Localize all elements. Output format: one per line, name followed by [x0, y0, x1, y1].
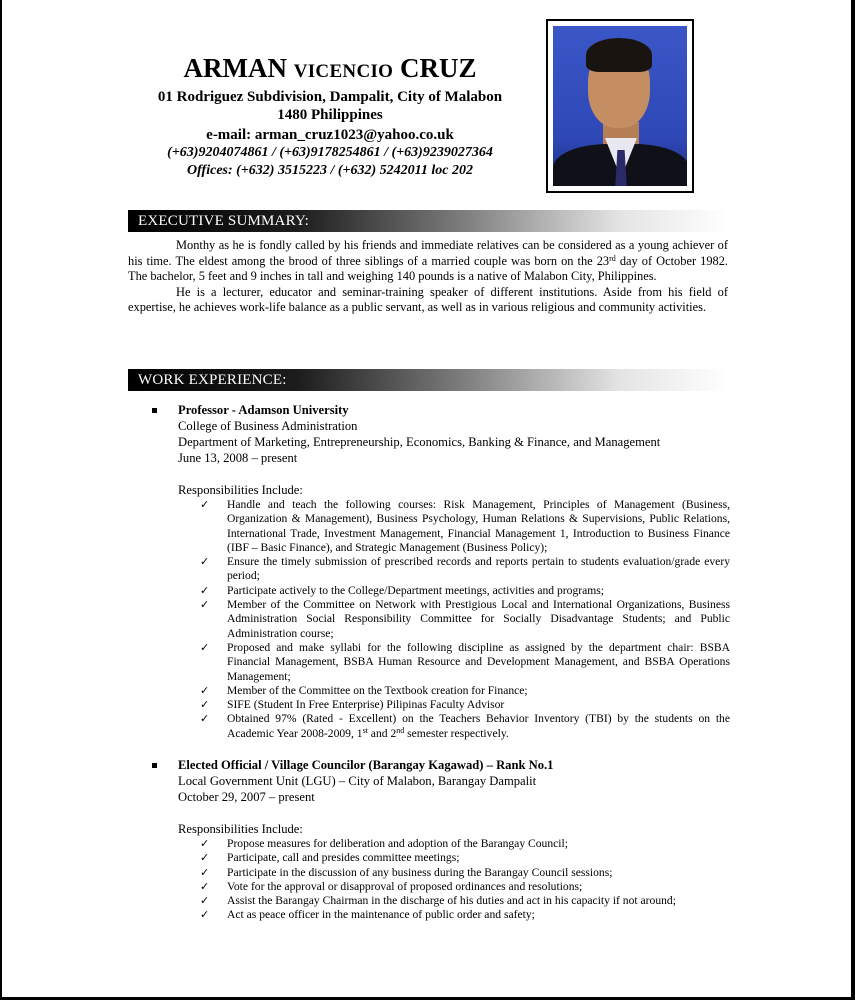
list-item — [200, 598, 730, 641]
responsibilities-label: Responsibilities Include: — [178, 822, 303, 836]
list-item — [200, 879, 730, 894]
responsibilities-label: Responsibilities Include: — [178, 483, 303, 497]
superscript-st: st — [362, 725, 368, 735]
resume-header — [120, 52, 540, 180]
list-item-text: Participate actively to the College/Department meetings, activities and programs; — [227, 583, 605, 597]
list-item-text: Propose measures for deliberation and adoption of the Barangay Council; — [227, 837, 568, 850]
check-icon: ✓ — [200, 837, 210, 850]
executive-summary-heading: EXECUTIVE SUMMARY: — [128, 210, 728, 232]
address-line-1: 01 Rodriguez Subdivision, Dampalit, City of Malabon — [157, 89, 503, 105]
applicant-name — [120, 52, 540, 88]
list-item-text: Member of the Committee on the Textbook creation for Finance; — [227, 683, 528, 697]
job-dates: June 13, 2008 – present — [178, 451, 298, 465]
executive-summary-text — [128, 238, 728, 316]
job-subdepartment: Department of Marketing, Entrepreneurship, Economics, Banking & Finance, and Management — [178, 435, 661, 449]
list-item — [200, 894, 730, 908]
check-icon: ✓ — [200, 851, 210, 865]
check-icon: ✓ — [200, 555, 210, 569]
list-item — [200, 555, 730, 584]
list-item — [200, 865, 730, 880]
office-numbers: Offices: (+632) 3515223 / (+632) 5242011 loc 202 — [187, 163, 473, 178]
check-icon: ✓ — [200, 683, 210, 697]
list-item — [200, 851, 730, 865]
check-icon: ✓ — [200, 865, 210, 879]
summary-p1-superscript: rd — [609, 253, 616, 263]
summary-paragraph-1 — [128, 238, 728, 285]
check-icon: ✓ — [200, 879, 210, 893]
job-title: Professor - Adamson University — [178, 403, 349, 417]
last-name: CRUZ — [393, 53, 477, 83]
job-dates: October 29, 2007 – present — [178, 790, 315, 804]
list-item-text: SIFE (Student In Free Enterprise) Pilipinas Faculty Advisor — [227, 698, 505, 712]
list-item-text: Act as peace officer in the maintenance of public order and safety; — [227, 908, 535, 922]
middle-name: VICENCIO — [293, 61, 394, 82]
list-item-text: Member of the Committee on Network with Prestigious Local and International Organizations, Business Administration Social Responsibility Committee for Socially Disadvantage Students; and Public Administration course; — [227, 598, 730, 640]
list-item-text: Participate, call and presides committee meetings; — [227, 851, 460, 865]
check-icon: ✓ — [200, 908, 210, 922]
portrait-photo-image — [553, 26, 687, 186]
list-item-text: Handle and teach the following courses: Risk Management, Principles of Management (Business, Organization & Management), Business Psychology, Human Relations & Supervisions, Public Relations, International Trade, Investment Management, Financial Management 1, Introduction to Business Finance (IBF – Basic Finance), and Strategic Management (Business Policy); — [227, 498, 730, 554]
job-title: Elected Official / Village Councilor (Barangay Kagawad) – Rank No.1 — [178, 758, 554, 772]
list-item-text: Ensure the timely submission of prescribed records and reports pertain to students evaluation/grade every period; — [227, 555, 730, 583]
job-department: Local Government Unit (LGU) – City of Malabon, Barangay Dampalit — [178, 774, 537, 788]
mobile-numbers: (+63)9204074861 / (+63)9178254861 / (+63)9239027364 — [167, 145, 493, 160]
square-bullet-icon — [152, 408, 157, 413]
work-experience-heading: WORK EXPERIENCE: — [128, 369, 728, 391]
list-item — [200, 908, 730, 922]
check-icon: ✓ — [200, 894, 210, 908]
summary-p1-part-a: Monthy as he is fondly called by his friends and immediate relatives can be considered as a young achiever of his time. The eldest among the brood of three siblings of a married couple was born on the 23 — [128, 238, 728, 268]
superscript-nd: nd — [396, 725, 405, 735]
job-department: College of Business Administration — [178, 419, 358, 433]
list-item — [200, 683, 730, 698]
list-item — [200, 640, 730, 684]
list-item-text: Participate in the discussion of any business during the Barangay Council sessions; — [227, 865, 613, 879]
summary-paragraph-2: He is a lecturer, educator and seminar-training speaker of different institutions. Aside from his field of expertise, he achieves work-life balance as a public servant, as well as in various religious and community activities. — [128, 284, 728, 315]
check-icon: ✓ — [200, 598, 210, 612]
check-icon: ✓ — [200, 498, 210, 511]
check-icon: ✓ — [200, 712, 210, 726]
summary-p1-part-b: day of October 1982. The bachelor, 5 feet and 9 inches in tall and weighing 140 pounds is a native of Malabon City, Philippines. — [128, 253, 728, 284]
list-item — [200, 583, 730, 598]
page-border-right — [851, 0, 855, 1000]
list-item — [200, 498, 730, 555]
portrait-photo — [546, 19, 694, 193]
email-address: e-mail: arman_cruz1023@yahoo.co.uk — [206, 127, 454, 143]
list-item-text-b: and 2 — [367, 726, 397, 740]
list-item — [200, 837, 730, 851]
check-icon: ✓ — [200, 583, 210, 597]
list-item-text: Assist the Barangay Chairman in the discharge of his duties and act in his capacity if not around; — [227, 894, 676, 908]
list-item-text: Vote for the approval or disapproval of proposed ordinances and resolutions; — [227, 879, 583, 893]
check-icon: ✓ — [200, 640, 210, 654]
list-item — [200, 712, 730, 741]
responsibilities-list — [150, 837, 730, 923]
photo-hair — [586, 38, 652, 72]
page-border-left — [0, 0, 2, 1000]
job-entry-professor — [150, 402, 730, 741]
address-line-2: 1480 Philippines — [277, 107, 383, 123]
list-item-text-c: semester respectively. — [404, 726, 509, 740]
square-bullet-icon — [152, 763, 157, 768]
first-name: ARMAN — [183, 53, 294, 83]
job-entry-councilor — [150, 757, 730, 923]
check-icon: ✓ — [200, 698, 210, 712]
list-item-text-a: Obtained 97% (Rated - Excellent) on the Teachers Behavior Inventory (TBI) by the students on the Academic Year 2008-2009, 1 — [227, 712, 730, 740]
responsibilities-list — [150, 498, 730, 741]
list-item — [200, 698, 730, 712]
list-item-text: Proposed and make syllabi for the following discipline as assigned by the department chair: BSBA Financial Management, BSBA Human Resource and Development Management, and BSBA Operations Management; — [227, 640, 730, 683]
